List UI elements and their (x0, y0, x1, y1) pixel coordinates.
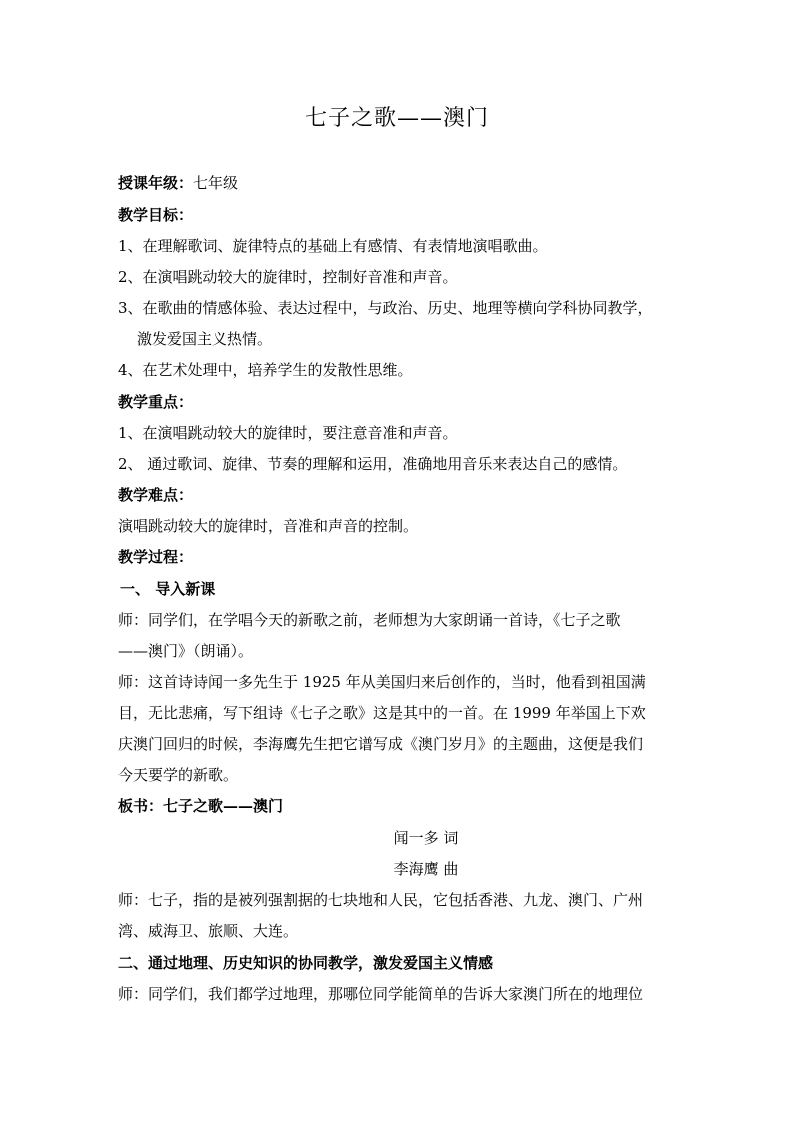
key-point-item: 1、在演唱跳动较大的旋律时，要注意音准和声音。 (118, 424, 458, 442)
paragraph-2-line: 今天要学的新歌。 (118, 766, 239, 784)
objective-item: 4、在艺术处理中，培养学生的发散性思维。 (118, 361, 413, 379)
grade-line (118, 172, 678, 194)
process-heading: 教学过程： (118, 548, 194, 566)
lyricist-credit: 闻一多 词 (393, 829, 459, 847)
objective-item: 1、在理解歌词、旋律特点的基础上有感情、有表情地演唱歌曲。 (118, 237, 548, 255)
objective-item: 2、在演唱跳动较大的旋律时，控制好音准和声音。 (118, 268, 458, 286)
paragraph-3-line: 湾、威海卫、旅顺、大连。 (118, 922, 299, 940)
paragraph-2-line: 庆澳门回归的时候，李海鹰先生把它谱写成《澳门岁月》的主题曲，这便是我们 (118, 735, 644, 753)
board-writing (118, 795, 678, 817)
section-heading-2: 二、通过地理、历史知识的协同教学，激发爱国主义情感 (118, 954, 494, 972)
key-point-item: 2、 通过歌词、旋律、节奏的理解和运用，准确地用音乐来表达自己的感情。 (118, 455, 628, 473)
paragraph-3-line: 师：七子，指的是被列强割据的七块地和人民，它包括香港、九龙、澳门、广州 (118, 891, 644, 909)
paragraph-4-line: 师：同学们，我们都学过地理，那哪位同学能简单的告诉大家澳门所在的地理位 (118, 985, 644, 1003)
paragraph-1-line: 师：同学们，在学唱今天的新歌之前，老师想为大家朗诵一首诗，《七子之歌 (118, 611, 621, 629)
document-title: 七子之歌——澳门 (304, 106, 489, 131)
grade-value: 七年级 (193, 174, 239, 192)
section-heading-1: 一、 导入新课 (120, 580, 216, 598)
paragraph-2-line: 师：这首诗诗闻一多先生于 1925 年从美国归来后创作的，当时，他看到祖国满 (118, 673, 646, 691)
paragraph-2-line: 目，无比悲痛，写下组诗《七子之歌》这是其中的一首。在 1999 年举国上下欢 (118, 704, 646, 722)
objective-item-continued: 激发爱国主义热情。 (137, 330, 273, 348)
objectives-heading: 教学目标： (118, 206, 194, 224)
difficulties-text: 演唱跳动较大的旋律时，音准和声音的控制。 (118, 517, 419, 535)
composer-credit: 李海鹰 曲 (393, 860, 459, 878)
grade-label: 授课年级： (118, 174, 194, 192)
board-writing-text: 板书：七子之歌——澳门 (118, 797, 284, 815)
objective-item: 3、在歌曲的情感体验、表达过程中，与政治、历史、地理等横向学科协同教学， (118, 299, 653, 317)
paragraph-1-line: ——澳门》（朗诵）。 (118, 642, 254, 660)
difficulties-heading: 教学难点： (118, 486, 194, 504)
key-points-heading: 教学重点： (118, 393, 194, 411)
